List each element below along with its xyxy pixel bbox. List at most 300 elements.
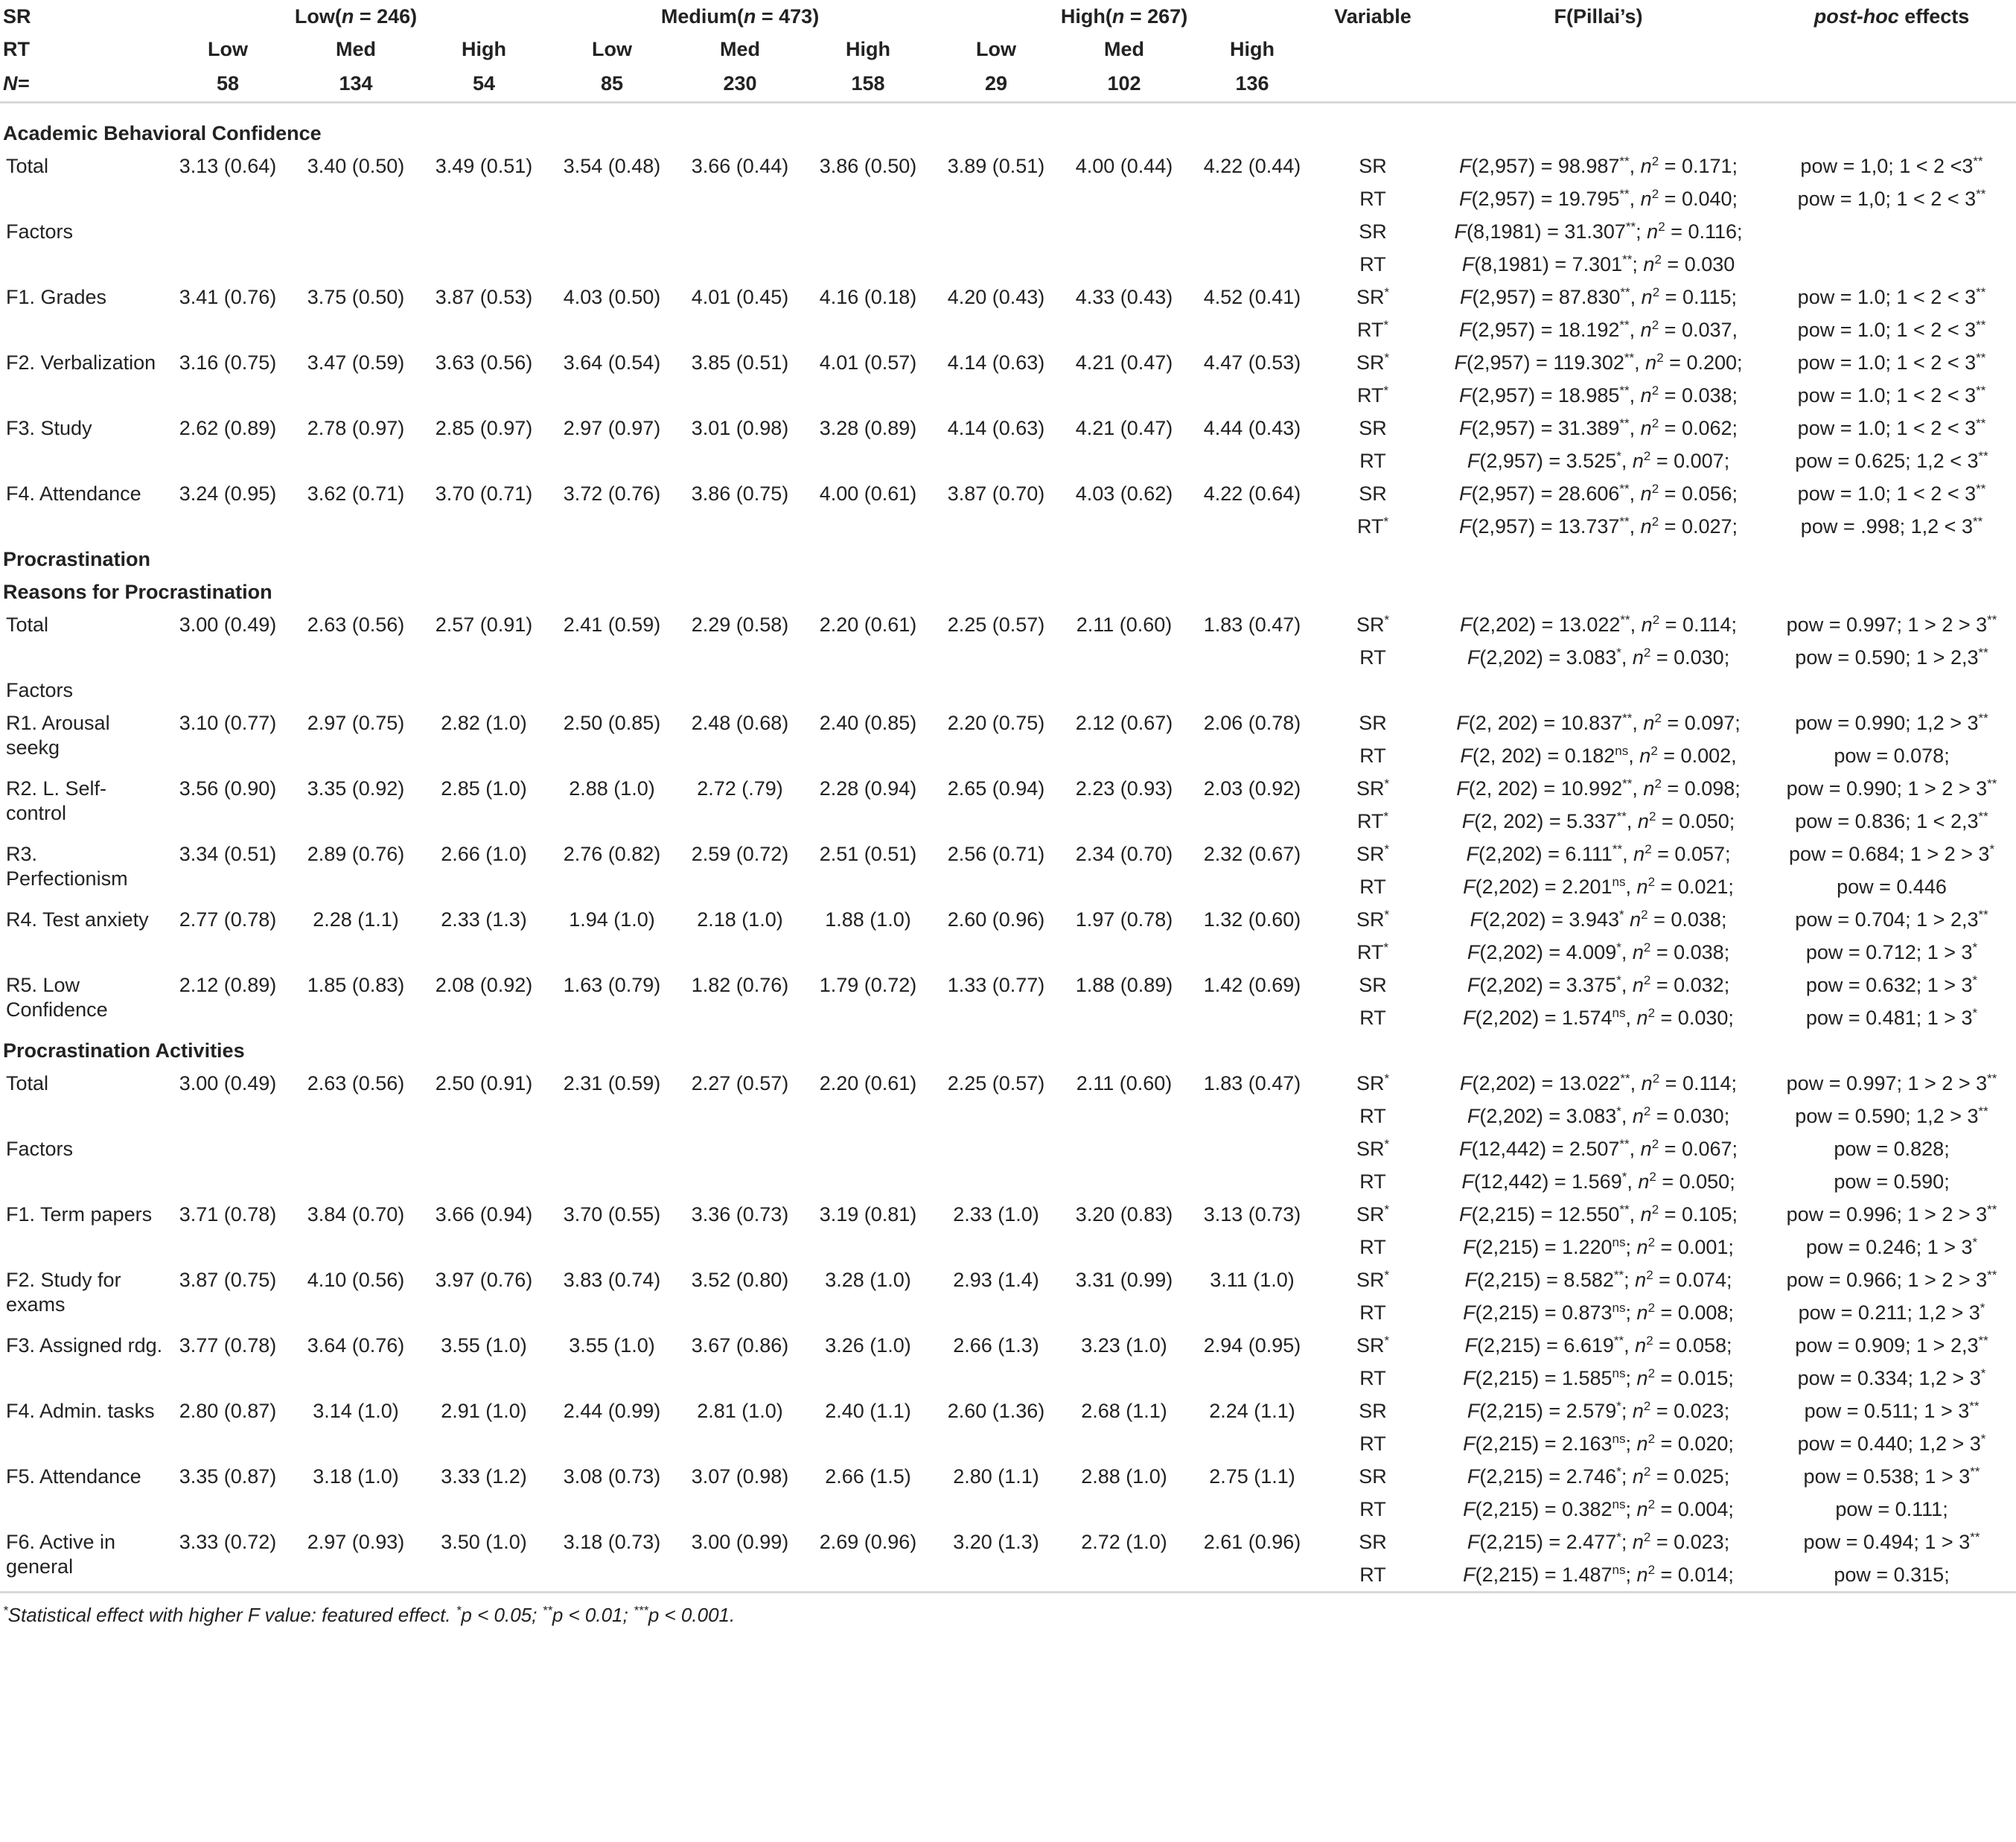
value-cell: 2.97 (0.75) <box>307 712 405 734</box>
posthoc-cell: pow = 0.334; 1,2 > 3* <box>1797 1366 1986 1389</box>
f-statistic-cell: F(2,202) = 3.083*, $n^2 = 0.030$; <box>1467 646 1730 669</box>
row-label: F3. Study <box>6 417 92 439</box>
section-title: Academic Behavioral Confidence <box>3 121 322 144</box>
value-cell: 2.18 (1.0) <box>697 908 783 931</box>
value-cell: 2.20 (0.61) <box>819 1072 917 1094</box>
value-cell: 2.66 (1.0) <box>441 843 527 865</box>
value-cell: 3.35 (0.87) <box>179 1465 277 1488</box>
row-label: F4. Admin. tasks <box>6 1400 155 1422</box>
row-label: Total <box>6 155 49 177</box>
posthoc-cell: pow = 1,0; 1 < 2 <3** <box>1800 154 1983 177</box>
value-cell <box>292 215 420 281</box>
posthoc-cell: pow = 1,0; 1 < 2 < 3** <box>1797 187 1986 210</box>
f-statistic-cell: F(2, 202) = 5.337**, $n^2 = 0.050$; <box>1461 809 1735 832</box>
table-row <box>0 608 2016 641</box>
value-cell: 2.69 (0.96) <box>819 1531 917 1553</box>
value-cell: 2.81 (1.0) <box>697 1400 783 1422</box>
value-cell: 1.88 (0.89) <box>1075 974 1173 996</box>
variable-cell: SR <box>1359 712 1387 734</box>
f-statistic-cell: F(2,215) = 6.619**, $n^2 = 0.058$; <box>1464 1333 1732 1357</box>
value-cell <box>1060 674 1188 707</box>
f-statistic-cell: F(2,202) = 13.022**, $n^2 = 0.114$; <box>1460 1071 1738 1094</box>
value-cell: 3.20 (1.3) <box>953 1531 1039 1553</box>
value-cell: 1.33 (0.77) <box>947 974 1045 996</box>
variable-cell: SR* <box>1356 1071 1390 1094</box>
f-statistic-cell: F(2,215) = 12.550**, $n^2 = 0.105$; <box>1459 1202 1738 1226</box>
value-cell <box>804 674 932 707</box>
variable-cell: SR <box>1359 482 1387 505</box>
value-cell: 1.32 (0.60) <box>1203 908 1301 931</box>
row-label: F4. Attendance <box>6 482 141 505</box>
value-cell: 2.51 (0.51) <box>819 843 917 865</box>
value-cell: 3.41 (0.76) <box>179 286 277 308</box>
posthoc-cell: pow = 1.0; 1 < 2 < 3** <box>1797 482 1986 505</box>
value-cell: 3.23 (1.0) <box>1081 1334 1167 1357</box>
value-cell: 2.20 (0.75) <box>947 712 1045 734</box>
row-label: F2. Verbalization <box>6 351 156 374</box>
row-label: Factors <box>6 220 74 243</box>
value-cell: 2.08 (0.92) <box>435 974 533 996</box>
value-cell: 3.00 (0.49) <box>179 614 277 636</box>
group-n: 85 <box>548 66 676 103</box>
variable-cell: RT <box>1359 1433 1386 1455</box>
value-cell: 2.12 (0.89) <box>179 974 277 996</box>
posthoc-cell: pow = 0.712; 1 > 3* <box>1805 940 1978 963</box>
value-cell: 2.80 (0.87) <box>179 1400 277 1422</box>
row-label: R4. Test anxiety <box>6 908 149 931</box>
f-statistic-cell: $F(2,215) = 0.873^{ns}$; $n^2 = 0.008$; <box>1463 1301 1734 1324</box>
variable-cell: RT* <box>1356 809 1389 832</box>
value-cell: 3.28 (1.0) <box>825 1269 911 1291</box>
value-cell <box>292 674 420 707</box>
variable-cell: SR <box>1359 1400 1387 1422</box>
variable-cell: SR* <box>1356 351 1390 374</box>
value-cell: 1.85 (0.83) <box>307 974 405 996</box>
f-statistic-cell: F(12,442) = 2.507**, $n^2 = 0.067$; <box>1459 1137 1738 1160</box>
f-statistic-cell: $F(2,202) = 1.574^{ns}$, $n^2 = 0.030$; <box>1463 1006 1734 1029</box>
value-cell: 3.07 (0.98) <box>691 1465 789 1488</box>
f-pillai-header: F(Pillai’s) <box>1554 4 1643 28</box>
value-cell: 2.32 (0.67) <box>1203 843 1301 865</box>
variable-cell: RT* <box>1356 514 1389 538</box>
variable-cell: SR <box>1359 1465 1387 1488</box>
table-row <box>0 346 2016 379</box>
value-cell: 3.70 (0.55) <box>563 1203 661 1226</box>
value-cell: 3.14 (1.0) <box>313 1400 399 1422</box>
table-row <box>0 477 2016 510</box>
value-cell: 2.85 (0.97) <box>435 417 533 439</box>
value-cell: 3.56 (0.90) <box>179 777 277 800</box>
table-row <box>0 281 2016 313</box>
value-cell: 4.00 (0.44) <box>1075 155 1173 177</box>
value-cell: 1.79 (0.72) <box>819 974 917 996</box>
posthoc-cell: pow = 0.481; 1 > 3* <box>1805 1006 1978 1029</box>
value-cell: 4.47 (0.53) <box>1203 351 1301 374</box>
value-cell: 3.66 (0.94) <box>435 1203 533 1226</box>
f-statistic-cell: F(2,202) = 4.009*, $n^2 = 0.038$; <box>1467 940 1730 963</box>
table-row <box>0 772 2016 805</box>
value-cell: 2.50 (0.85) <box>563 712 661 734</box>
value-cell: 2.28 (1.1) <box>313 908 399 931</box>
value-cell: 2.23 (0.93) <box>1075 777 1173 800</box>
value-cell: 2.50 (0.91) <box>435 1072 533 1094</box>
value-cell: 2.60 (1.36) <box>947 1400 1045 1422</box>
value-cell: 2.40 (0.85) <box>819 712 917 734</box>
value-cell: 2.97 (0.93) <box>307 1531 405 1553</box>
value-cell <box>676 1132 804 1198</box>
value-cell <box>164 1132 292 1198</box>
value-cell: 2.88 (1.0) <box>569 777 655 800</box>
value-cell: 2.56 (0.71) <box>947 843 1045 865</box>
posthoc-cell: pow = 0.966; 1 > 2 > 3** <box>1786 1268 1997 1291</box>
value-cell <box>164 674 292 707</box>
value-cell: 3.01 (0.98) <box>691 417 789 439</box>
posthoc-cell: pow = 0.446 <box>1837 876 1947 898</box>
value-cell: 2.65 (0.94) <box>947 777 1045 800</box>
value-cell: 3.64 (0.76) <box>307 1334 405 1357</box>
value-cell: 2.33 (1.0) <box>953 1203 1039 1226</box>
table-row <box>0 1329 2016 1362</box>
value-cell: 3.00 (0.49) <box>179 1072 277 1094</box>
value-cell <box>1188 1132 1316 1198</box>
f-statistic-cell: F(2,957) = 18.985**, $n^2 = 0.038$; <box>1459 383 1738 407</box>
posthoc-cell: pow = 0.494; 1 > 3** <box>1803 1530 1980 1553</box>
value-cell: 2.29 (0.58) <box>691 614 789 636</box>
sr-header-label: SR <box>3 4 31 28</box>
value-cell: 3.33 (0.72) <box>179 1531 277 1553</box>
value-cell: 2.72 (1.0) <box>1081 1531 1167 1553</box>
value-cell <box>548 674 676 707</box>
group-n: 136 <box>1188 66 1316 103</box>
row-label: Factors <box>6 679 74 701</box>
value-cell: 4.21 (0.47) <box>1075 417 1173 439</box>
variable-cell: SR <box>1359 1531 1387 1553</box>
variable-cell: RT <box>1359 1564 1386 1586</box>
variable-cell: RT <box>1359 1236 1386 1258</box>
row-label: Total <box>6 614 49 636</box>
posthoc-cell: pow = 0.990; 1 > 2 > 3** <box>1786 777 1997 800</box>
f-statistic-cell: F(2,202) = 3.083*, $n^2 = 0.030$; <box>1467 1104 1730 1127</box>
value-cell: 2.57 (0.91) <box>435 614 533 636</box>
row-label: R3. Perfectionism <box>6 843 128 890</box>
value-cell: 2.33 (1.3) <box>441 908 527 931</box>
variable-cell: RT* <box>1356 318 1389 341</box>
f-statistic-cell <box>1429 674 1767 707</box>
row-label: Total <box>6 1072 49 1094</box>
table-row <box>0 1263 2016 1296</box>
value-cell: 3.77 (0.78) <box>179 1334 277 1357</box>
value-cell <box>932 674 1060 707</box>
group-n: 158 <box>804 66 932 103</box>
table-row <box>0 412 2016 444</box>
table-footnote: *Statistical effect with higher F value: featured effect. *p < 0.05; **p < 0.01; ***p < 0.001. <box>0 1591 2016 1627</box>
value-cell: 4.22 (0.64) <box>1203 482 1301 505</box>
posthoc-cell: pow = 0.538; 1 > 3** <box>1803 1465 1980 1488</box>
table-row <box>0 674 2016 707</box>
value-cell: 1.97 (0.78) <box>1075 908 1173 931</box>
variable-cell: SR* <box>1356 777 1390 800</box>
rt-level: Low <box>208 37 248 60</box>
value-cell: 2.63 (0.56) <box>307 614 405 636</box>
value-cell: 3.64 (0.54) <box>563 351 661 374</box>
value-cell: 2.34 (0.70) <box>1075 843 1173 865</box>
f-statistic-cell: F(8,1981) = 7.301**; $n^2 = 0.030$ <box>1461 252 1735 275</box>
value-cell: 1.63 (0.79) <box>563 974 661 996</box>
rt-level: Med <box>720 37 760 60</box>
f-statistic-cell: F(2,215) = 2.477*; $n^2 = 0.023$; <box>1467 1530 1730 1553</box>
value-cell <box>420 215 548 281</box>
variable-cell: RT <box>1359 253 1386 275</box>
group-n: 230 <box>676 66 804 103</box>
posthoc-cell: pow = 0.440; 1,2 > 3* <box>1797 1432 1986 1455</box>
value-cell <box>932 215 1060 281</box>
f-statistic-cell: F(2,957) = 98.987**, $n^2 = 0.171$; <box>1459 154 1738 177</box>
value-cell: 4.00 (0.61) <box>819 482 917 505</box>
posthoc-cell: pow = 1.0; 1 < 2 < 3** <box>1797 285 1986 308</box>
variable-cell: RT* <box>1356 940 1389 963</box>
variable-cell: RT* <box>1356 383 1389 407</box>
posthoc-cell <box>1767 248 2016 281</box>
value-cell <box>1060 215 1188 281</box>
value-cell: 4.10 (0.56) <box>307 1269 405 1291</box>
f-statistic-cell: F(2, 202) = 10.837**, $n^2 = 0.097$; <box>1456 711 1741 734</box>
value-cell: 3.62 (0.71) <box>307 482 405 505</box>
variable-cell: SR* <box>1356 1333 1390 1357</box>
variable-cell: SR* <box>1356 285 1390 308</box>
f-statistic-cell: F(2, $202) = 0.182^{ns}$, $n^2 = 0.002$, <box>1460 744 1737 767</box>
value-cell: 3.35 (0.92) <box>307 777 405 800</box>
value-cell: 3.54 (0.48) <box>563 155 661 177</box>
value-cell: 2.06 (0.78) <box>1203 712 1301 734</box>
value-cell: 3.13 (0.64) <box>179 155 277 177</box>
value-cell <box>164 215 292 281</box>
value-cell: 3.85 (0.51) <box>691 351 789 374</box>
f-statistic-cell: $F(2,215) = 1.487^{ns}$; $n^2 = 0.014$; <box>1463 1563 1734 1586</box>
rt-level: High <box>462 37 506 60</box>
value-cell: 4.03 (0.62) <box>1075 482 1173 505</box>
value-cell: 3.28 (0.89) <box>819 417 917 439</box>
value-cell: 3.24 (0.95) <box>179 482 277 505</box>
row-label: F1. Term papers <box>6 1203 153 1226</box>
value-cell <box>1188 215 1316 281</box>
table-row <box>0 1198 2016 1231</box>
value-cell: 2.77 (0.78) <box>179 908 277 931</box>
value-cell: 3.20 (0.83) <box>1075 1203 1173 1226</box>
value-cell: 2.66 (1.5) <box>825 1465 911 1488</box>
value-cell <box>676 215 804 281</box>
value-cell: 1.83 (0.47) <box>1203 614 1301 636</box>
variable-cell: RT <box>1359 1170 1386 1193</box>
row-label: F6. Active in general <box>6 1531 116 1578</box>
f-statistic-cell: F(2,957) = 87.830**, $n^2 = 0.115$; <box>1460 285 1738 308</box>
posthoc-cell: pow = 1.0; 1 < 2 < 3** <box>1797 351 1986 374</box>
row-label: Factors <box>6 1138 74 1160</box>
variable-cell: SR* <box>1356 1137 1390 1160</box>
row-label: F1. Grades <box>6 286 107 308</box>
f-statistic-cell: $F(2,215) = 1.220^{ns}$; $n^2 = 0.001$; <box>1463 1235 1734 1258</box>
rt-level: High <box>1230 37 1275 60</box>
table-row <box>0 903 2016 936</box>
posthoc-cell: pow = 0.511; 1 > 3** <box>1804 1399 1980 1422</box>
group-header-medium: Medium(n = 473) <box>660 4 820 28</box>
value-cell: 3.52 (0.80) <box>691 1269 789 1291</box>
variable-cell: SR* <box>1356 1268 1390 1291</box>
group-n: 29 <box>932 66 1060 103</box>
value-cell: 3.87 (0.70) <box>947 482 1045 505</box>
group-n: 54 <box>420 66 548 103</box>
f-statistic-cell: $F(2,215) = 2.163^{ns}$; $n^2 = 0.020$; <box>1463 1432 1734 1455</box>
value-cell: 1.83 (0.47) <box>1203 1072 1301 1094</box>
value-cell: 2.72 (.79) <box>697 777 783 800</box>
value-cell: 2.24 (1.1) <box>1209 1400 1295 1422</box>
group-n: 58 <box>164 66 292 103</box>
f-statistic-cell: F(2,202) = 3.943* $n^2 = 0.038$; <box>1470 908 1727 931</box>
variable-cell: SR* <box>1356 1202 1390 1226</box>
group-header-low: Low(n = 246) <box>294 4 418 28</box>
group-header-high: High(n = 267) <box>1060 4 1188 28</box>
variable-cell: SR <box>1359 220 1387 243</box>
value-cell: 4.20 (0.43) <box>947 286 1045 308</box>
value-cell: 2.68 (1.1) <box>1081 1400 1167 1422</box>
value-cell: 3.18 (1.0) <box>313 1465 399 1488</box>
variable-cell: RT <box>1359 1367 1386 1389</box>
posthoc-cell: pow = 0.836; 1 < 2,3** <box>1795 809 1988 832</box>
row-label: F3. Assigned rdg. <box>6 1334 163 1357</box>
value-cell: 4.01 (0.45) <box>691 286 789 308</box>
value-cell: 2.41 (0.59) <box>563 614 661 636</box>
value-cell: 2.94 (0.95) <box>1203 1334 1301 1357</box>
value-cell: 3.08 (0.73) <box>563 1465 661 1488</box>
posthoc-cell: pow = 0.590; <box>1834 1170 1950 1193</box>
posthoc-cell <box>1767 674 2016 707</box>
value-cell: 2.28 (0.94) <box>819 777 917 800</box>
variable-cell <box>1316 674 1429 707</box>
table-row <box>0 150 2016 182</box>
value-cell: 2.93 (1.4) <box>953 1269 1039 1291</box>
variable-cell: RT <box>1359 646 1386 669</box>
variable-cell: SR <box>1359 974 1387 996</box>
value-cell: 2.66 (1.3) <box>953 1334 1039 1357</box>
value-cell: 2.80 (1.1) <box>953 1465 1039 1488</box>
value-cell: 3.67 (0.86) <box>691 1334 789 1357</box>
table-header <box>0 0 2016 103</box>
posthoc-cell: pow = 0.315; <box>1834 1564 1950 1586</box>
value-cell: 1.88 (1.0) <box>825 908 911 931</box>
section-header <box>0 1034 2016 1067</box>
posthoc-cell: pow = 0.704; 1 > 2,3** <box>1795 908 1988 931</box>
value-cell: 2.63 (0.56) <box>307 1072 405 1094</box>
f-statistic-cell: F(2,957) = 18.192**, $n^2 = 0.037$, <box>1459 318 1738 341</box>
f-statistic-cell: F(2,957) = 3.525*, $n^2 = 0.007$; <box>1467 449 1730 472</box>
table-row <box>0 1132 2016 1165</box>
value-cell: 4.01 (0.57) <box>819 351 917 374</box>
table-row <box>0 1460 2016 1493</box>
value-cell: 3.55 (1.0) <box>441 1334 527 1357</box>
f-statistic-cell: $F(2,202) = 2.201^{ns}$, $n^2 = 0.021$; <box>1463 875 1734 898</box>
value-cell: 2.25 (0.57) <box>947 1072 1045 1094</box>
value-cell: 3.50 (1.0) <box>441 1531 527 1553</box>
value-cell: 2.20 (0.61) <box>819 614 917 636</box>
posthoc-cell: pow = 0.625; 1,2 < 3** <box>1795 449 1988 472</box>
value-cell: 3.83 (0.74) <box>563 1269 661 1291</box>
row-label: R2. L. Self-control <box>6 777 107 824</box>
posthoc-cell: pow = 0.632; 1 > 3* <box>1805 973 1978 996</box>
table-row <box>0 969 2016 1001</box>
row-label: R1. Arousal seekg <box>6 712 110 759</box>
posthoc-cell: pow = .998; 1,2 < 3** <box>1800 514 1983 538</box>
value-cell: 2.59 (0.72) <box>691 843 789 865</box>
value-cell <box>1060 1132 1188 1198</box>
value-cell: 2.88 (1.0) <box>1081 1465 1167 1488</box>
variable-cell: RT <box>1359 745 1386 767</box>
posthoc-cell: pow = 0.996; 1 > 2 > 3** <box>1786 1202 1997 1226</box>
value-cell <box>1188 674 1316 707</box>
value-cell <box>420 674 548 707</box>
posthoc-cell: pow = 0.684; 1 > 2 > 3* <box>1788 842 1995 865</box>
value-cell: 2.27 (0.57) <box>691 1072 789 1094</box>
f-statistic-cell: F(2,957) = 13.737**, $n^2 = 0.027$; <box>1459 514 1738 538</box>
value-cell: 1.94 (1.0) <box>569 908 655 931</box>
rt-level: Low <box>976 37 1017 60</box>
value-cell: 3.87 (0.53) <box>435 286 533 308</box>
value-cell: 2.25 (0.57) <box>947 614 1045 636</box>
value-cell: 4.33 (0.43) <box>1075 286 1173 308</box>
value-cell: 3.19 (0.81) <box>819 1203 917 1226</box>
value-cell: 4.16 (0.18) <box>819 286 917 308</box>
value-cell: 2.78 (0.97) <box>307 417 405 439</box>
value-cell: 3.10 (0.77) <box>179 712 277 734</box>
value-cell: 3.47 (0.59) <box>307 351 405 374</box>
variable-cell: SR* <box>1356 613 1390 636</box>
f-statistic-cell: $F(2,215) = 1.585^{ns}$; $n^2 = 0.015$; <box>1463 1366 1734 1389</box>
value-cell: 4.52 (0.41) <box>1203 286 1301 308</box>
value-cell <box>676 674 804 707</box>
value-cell: 2.12 (0.67) <box>1075 712 1173 734</box>
posthoc-cell: pow = 1.0; 1 < 2 < 3** <box>1797 416 1986 439</box>
value-cell: 1.82 (0.76) <box>691 974 789 996</box>
value-cell: 2.89 (0.76) <box>307 843 405 865</box>
variable-cell: SR* <box>1356 908 1390 931</box>
value-cell: 3.75 (0.50) <box>307 286 405 308</box>
variable-cell: RT <box>1359 1007 1386 1029</box>
value-cell: 4.14 (0.63) <box>947 351 1045 374</box>
value-cell: 3.66 (0.44) <box>691 155 789 177</box>
row-label: F2. Study for exams <box>6 1269 121 1316</box>
value-cell: 3.18 (0.73) <box>563 1531 661 1553</box>
value-cell: 2.31 (0.59) <box>563 1072 661 1094</box>
value-cell: 4.03 (0.50) <box>563 286 661 308</box>
value-cell: 2.44 (0.99) <box>563 1400 661 1422</box>
variable-cell: RT <box>1359 1498 1386 1520</box>
value-cell: 2.91 (1.0) <box>441 1400 527 1422</box>
value-cell: 3.00 (0.99) <box>691 1531 789 1553</box>
f-statistic-cell: F(12,442) = 1.569*, $n^2 = 0.050$; <box>1461 1170 1735 1193</box>
value-cell: 3.87 (0.75) <box>179 1269 277 1291</box>
value-cell <box>292 1132 420 1198</box>
posthoc-cell: pow = 0.997; 1 > 2 > 3** <box>1786 1071 1997 1094</box>
value-cell: 4.14 (0.63) <box>947 417 1045 439</box>
value-cell: 3.86 (0.50) <box>819 155 917 177</box>
value-cell: 2.48 (0.68) <box>691 712 789 734</box>
value-cell: 3.36 (0.73) <box>691 1203 789 1226</box>
row-label: R5. Low Confidence <box>6 974 108 1021</box>
value-cell: 3.84 (0.70) <box>307 1203 405 1226</box>
value-cell: 2.82 (1.0) <box>441 712 527 734</box>
value-cell: 3.16 (0.75) <box>179 351 277 374</box>
rt-level: Low <box>592 37 632 60</box>
value-cell: 2.75 (1.1) <box>1209 1465 1295 1488</box>
section-header <box>0 117 2016 150</box>
